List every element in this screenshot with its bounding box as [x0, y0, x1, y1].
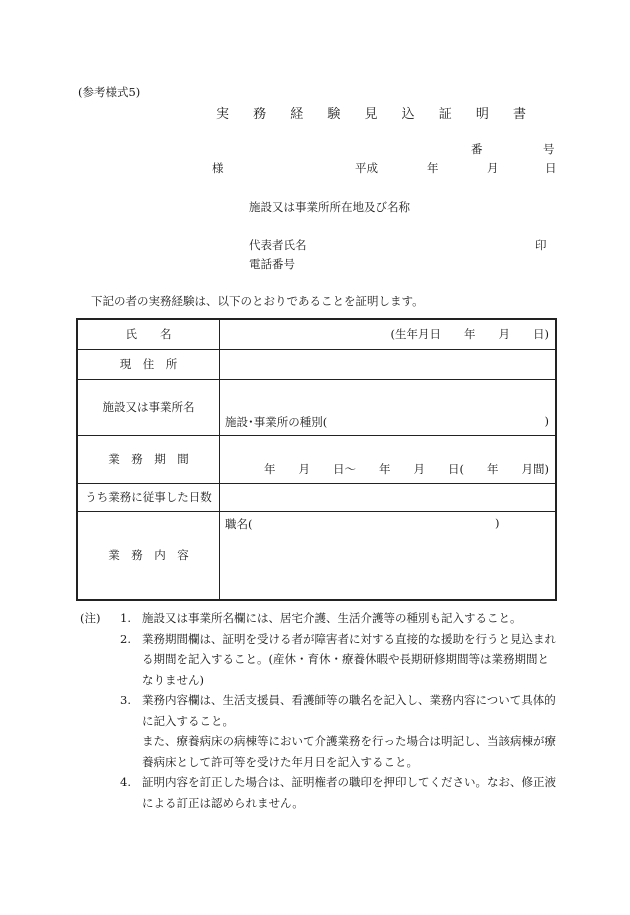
- seal-mark: 印: [535, 238, 547, 252]
- job-title-close: ): [495, 515, 500, 530]
- name-row: [77, 319, 556, 349]
- number-suffix: 号: [543, 142, 555, 156]
- note-text: 業務期間欄は、証明を受ける者が障害者に対する直接的な援助を行うと見込まれる期間を記入すること。(産休・育休・療養休暇や長期研修期間等は業務期間となりません): [142, 631, 556, 687]
- facility-field[interactable]: [220, 379, 557, 435]
- note-item: [80, 772, 560, 813]
- phone-label: 電話番号: [249, 257, 295, 271]
- note-number: [120, 731, 136, 772]
- days-label: うち業務に従事した日数: [77, 483, 220, 511]
- note-indent: [80, 772, 120, 813]
- note-indent: [80, 731, 120, 772]
- intro-text: 下記の者の実務経験は、以下のとおりであることを証明します。: [91, 294, 424, 308]
- note-indent: [80, 690, 120, 731]
- note-item: [80, 690, 560, 731]
- note-text: 証明内容を訂正した場合は、証明権者の職印を押印してください。なお、修正液による訂正は認められません。: [142, 775, 556, 810]
- birthdate-field: (生年月日 年 月 日): [390, 327, 549, 342]
- era-label: 平成: [355, 161, 378, 175]
- job-title-label: 職名(: [225, 516, 253, 531]
- facility-type-close: ): [544, 413, 549, 428]
- issuer-facility-label: 施設又は事業所所在地及び名称: [249, 200, 410, 214]
- note-number: 2.: [120, 631, 131, 646]
- address-field[interactable]: [220, 349, 557, 379]
- note-number: 1.: [120, 611, 131, 625]
- notes-section: [80, 608, 560, 813]
- representative-label: 代表者氏名: [249, 238, 307, 252]
- facility-type-label: 施設･事業所の種別(: [225, 414, 328, 429]
- note-number: 4.: [120, 775, 131, 789]
- facility-row: [77, 379, 556, 435]
- facility-label: 施設又は事業所名: [77, 379, 220, 435]
- form-number: (参考様式5): [78, 85, 141, 99]
- address-label: 現 住 所: [77, 349, 220, 379]
- document-title: 実 務 経 験 見 込 証 明 書: [216, 107, 537, 122]
- period-row: [77, 435, 556, 483]
- month-label: 月: [487, 161, 499, 175]
- note-item: [80, 731, 560, 772]
- period-label: 業 務 期 間: [77, 435, 220, 483]
- note-item: [80, 608, 560, 629]
- content-label: 業 務 内 容: [77, 511, 220, 600]
- number-label: 番: [471, 142, 483, 156]
- note-item: [80, 629, 560, 691]
- days-field[interactable]: [220, 483, 557, 511]
- note-text: また、療養病床の病棟等において介護業務を行った場合は明記し、当該病棟が療養病床として許可等を受けた年月日を記入すること。: [142, 734, 556, 769]
- addressee-suffix: 様: [212, 161, 224, 175]
- year-label: 年: [427, 161, 439, 175]
- period-template: 年 月 日～ 年 月 日( 年 月間): [264, 461, 549, 476]
- note-indent: [80, 629, 120, 691]
- days-row: [77, 483, 556, 511]
- note-text: 施設又は事業所名欄には、居宅介護、生活介護等の種別も記入すること。: [142, 611, 522, 625]
- note-number: 3.: [120, 693, 131, 707]
- name-field[interactable]: [220, 319, 557, 349]
- address-row: [77, 349, 556, 379]
- notes-lead: (注): [80, 611, 101, 625]
- period-field[interactable]: [220, 435, 557, 483]
- content-row: [77, 511, 556, 600]
- day-label: 日: [545, 161, 557, 175]
- experience-table: [76, 318, 557, 601]
- content-field[interactable]: [220, 511, 557, 600]
- name-label: 氏 名: [77, 319, 220, 349]
- note-text: 業務内容欄は、生活支援員、看護師等の職名を記入し、業務内容について具体的に記入すること。: [142, 693, 556, 728]
